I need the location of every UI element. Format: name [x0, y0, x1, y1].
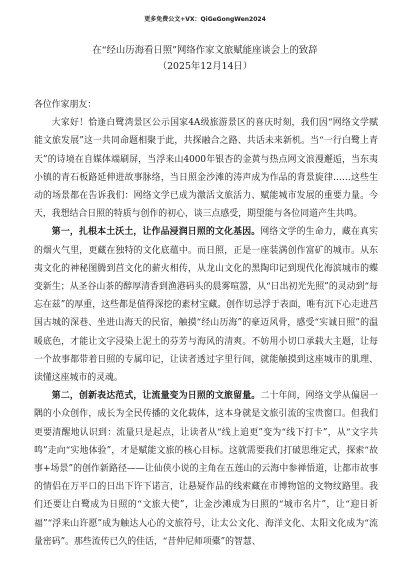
paragraph-3 [34, 387, 378, 551]
paragraph-2 [34, 223, 378, 387]
document-body [34, 96, 378, 551]
paragraph-1 [34, 114, 378, 223]
document-title: 在“经山历海看日照”网络作家文旅赋能座谈会上的致辞 [92, 45, 318, 56]
paragraph-lead: 第一，扎根本土沃土，让作品浸润日照的文化基因。 [51, 227, 261, 238]
document-date: （2025年12月14日） [157, 61, 253, 72]
paragraph-text: 大家好！恰逢白鹭湾景区公示国家4A级旅游景区的喜庆时刻，我们因“网络文学赋能文旅发展”这一共同命题相聚于此，共探融合之路、共话未来新机。当“一行白鹭上青天”的诗境在自媒体端刷屏，当浮来山4000年银杏的金黄与热点网文浪漫邂逅，当东夷小镇的青石板路延伸进故事脉络，当日照金沙滩的涛声成为作品的背景旋律……这些生动的场景都在告诉我们：网络文学已成为激活文旅活力、赋能城市发展的重要力量。今天，我想结合日照的特质与创作的初心，谈三点感受，期望能与各位同道产生共鸣。 [34, 118, 378, 220]
salutation: 各位作家朋友： [34, 100, 97, 110]
paragraph-lead: 第二，创新表达范式，让流量变为日照的文旅留量。 [51, 391, 261, 402]
watermark-header: 更多免费公文+VX：QiGeGongWen2024 [144, 16, 266, 23]
paragraph-text: 网络文学的生命力，藏在真实的烟火气里，更藏在独特的文化底蕴中。而日照，正是一座装满创作富矿的城市。从东夷文化的神秘图腾到莒文化的薪火相传，从龙山文化的黑陶印记到现代化海滨城市的蝶变新生；从圣谷山茶的醇厚清香到渔港码头的晨雾喧嚣，从“日出初光先照”的灵动到“每忘在兹”的厚重，这些都是值得深挖的素材宝藏。创作切忌浮于表面，唯有沉下心走进莒国古城的深巷、坐进山海天的民宿，触摸“经山历海”的豪迈风骨，感受“实诚日照”的温暖底色，才能让文字浸染上泥土的芬芳与海风的清爽。不妨用小切口承载大主题，让每一个故事都带着日照的专属印记，让读者透过字里行间，就能触摸到这座城市的肌理、读懂这座城市的灵魂。 [34, 227, 379, 384]
paragraph-text: 二十年间，网络文学从偏居一隅的小众创作，成长为全民传播的文化载体，这本身就是文旅引流的宝贵窗口。但我们更要清醒地认识到：流量只是起点，让读者从“线上追更”变为“线下打卡”，从“文字共鸣”走向“实地体验”，才是赋能文旅的核心目标。这就需要我们打破思维定式，探索“故事+场景”的创作新路径——让仙侠小说的主角在五莲山的云海中参禅悟道，让都市故事的情侣在万平口的日出下许下诺言，让悬疑作品的线索藏在市博物馆的文物纹路里。我们还要让白鹭成为日照的“文旅大使”，让金沙滩成为日照的“城市名片”，让“迎日祈福”“浮来山许愿”成为触达人心的文旅符号，让太公文化、海洋文化、太阳文化成为“流量密码”。那些流传已久的佳话，“昔仲尼师项橐”的智慧、 [34, 391, 379, 547]
